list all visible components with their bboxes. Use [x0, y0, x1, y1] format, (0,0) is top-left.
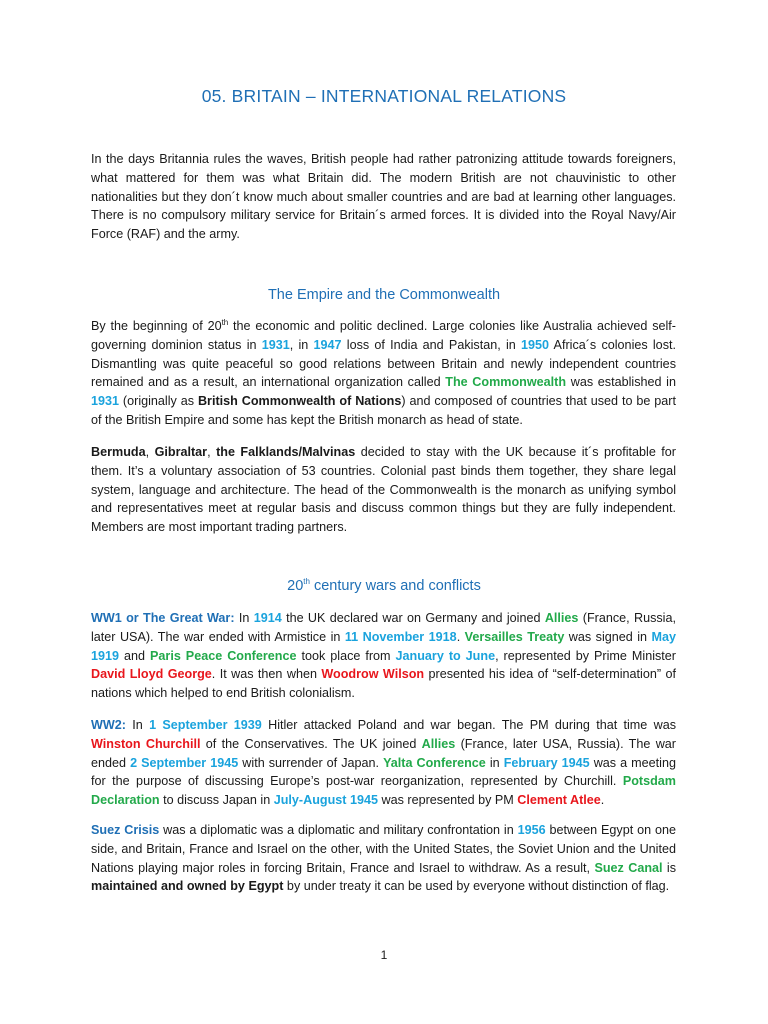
- page-title: 05. BRITAIN – INTERNATIONAL RELATIONS: [201, 86, 567, 106]
- ww1-paragraph: WW1 or The Great War: In 1914 the UK declared war on Germany and joined Allies (France, Russia, later USA). The war ended with Armistice in 11 November 1918. Versailles Treaty was signed in May 1919 and Paris Peace Conference took place from January to June, represented by Prime Minister David Lloyd George. It was then when Woodrow Wilson presented his idea of “self-determination” of nations which helped to end British colonialism.: [91, 611, 676, 701]
- ww2-paragraph: WW2: In 1 September 1939 Hitler attacked Poland and war began. The PM during that time was Winston Churchill of the Conservatives. The UK joined Allies (France, later USA, Russia). The war ended 2 September 1945 with surrender of Japan. Yalta Conference in February 1945 was a meeting for the purpose of discussing Europe’s post-war reorganization, represented by Churchill. Potsdam Declaration to discuss Japan in July-August 1945 was represented by PM Clement Atlee.: [91, 718, 677, 808]
- section-heading-empire: The Empire and the Commonwealth: [267, 287, 501, 303]
- term-bcn: British Commonwealth of Nations: [197, 394, 402, 409]
- intro-paragraph: In the days Britannia rules the waves, British people had rather patronizing attitude towards foreigners, what mattered for them was what Britain did. The modern British are not chauvinistic to other nationalities but they don´t know much about smaller countries and are bad at learning other languages. There is no compulsory military service for Britain´s armed forces. It is divided into the Royal Navy/Air Force (RAF) and the army.: [91, 152, 676, 242]
- date-1950: 1950: [520, 337, 550, 352]
- date-1931: 1931: [261, 337, 290, 352]
- commonwealth-members-paragraph: Bermuda, Gibraltar, the Falklands/Malvinas decided to stay with the UK because it´s profitable for them. It’s a voluntary association of 53 countries. Colonial past binds them together, they share legal system, language and architecture. The head of the Commonwealth is the monarch as unifying symbol and representatives meet at regular basis and discuss common things but they are fully independent. Members are most important trading partners.: [91, 445, 676, 535]
- term-commonwealth: The Commonwealth: [445, 375, 567, 390]
- date-1947: 1947: [313, 337, 342, 352]
- page-number: 1: [380, 948, 388, 962]
- empire-paragraph: By the beginning of 20th the economic and politic declined. Large colonies like Australia achieved self-governing dominion status in 1931, in 1947 loss of India and Pakistan, in 1950 Africa´s colonies lost. Dismantling was quite peaceful so good relations between Britain and newly independent countries remained and as a result, an international organization called The Commonwealth was established in 1931 (originally as British Commonwealth of Nations) and composed of countries that used to be part of the British Empire and some has kept the British monarch as head of state.: [91, 317, 676, 427]
- date-1931-b: 1931: [91, 394, 120, 409]
- suez-paragraph: Suez Crisis was a diplomatic was a diplomatic and military confrontation in 1956 between Egypt on one side, and Britain, France and Israel on the other, with the United States, the Soviet Union and the United Nations playing major roles in forcing Britain, France and Israel to withdraw. As a result, Suez Canal is maintained and owned by Egypt by under treaty it can be used by everyone without distinction of flag.: [91, 823, 677, 894]
- section-heading-wars: 20th century wars and conflicts: [287, 577, 481, 594]
